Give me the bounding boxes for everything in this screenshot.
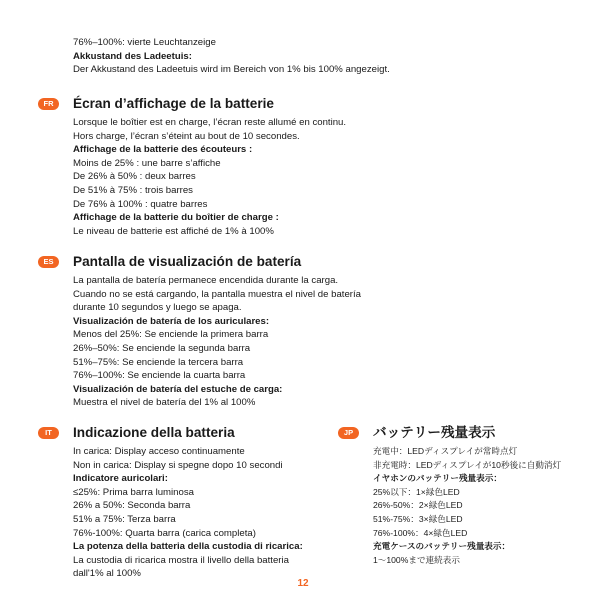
body-line: La custodia di ricarica mostra il livello della batteria <box>73 554 289 566</box>
body-line: De 76% à 100% : quatre barres <box>73 198 208 210</box>
subheading: Visualización de batería de los auriculares: <box>73 315 270 327</box>
body-line: 76%–100%: vierte Leuchtanzeige <box>73 37 216 48</box>
language-badge-jp: JP <box>338 427 359 439</box>
body-line: 76%-100%：4×緑色LED <box>373 527 468 538</box>
body-line: 25%以下：1×緑色LED <box>373 486 460 497</box>
page-number: 12 <box>297 578 309 589</box>
section-title-es: Pantalla de visualización de batería <box>73 254 302 269</box>
body-line: dall'1% al 100% <box>73 568 141 580</box>
language-badge-es: ES <box>38 256 59 268</box>
body-line: Lorsque le boîtier est en charge, l’écran reste allumé en continu. <box>73 117 347 128</box>
section-fr <box>43 94 347 238</box>
section-de-continued <box>73 36 390 77</box>
body-line: Hors charge, l’écran s’éteint au bout de 10 secondes. <box>73 130 300 142</box>
body-line: La pantalla de batería permanece encendida durante la carga. <box>73 275 339 286</box>
body-line: De 51% à 75% : trois barres <box>73 184 193 196</box>
body-line: 51%-75%：3×緑色LED <box>373 513 463 524</box>
subheading: Akkustand des Ladeetuis: <box>73 50 192 62</box>
body-line: 51% a 75%: Terza barra <box>73 513 176 525</box>
body-line: 1～100%まで連続表示 <box>373 554 460 565</box>
body-line: Cuando no se está cargando, la pantalla muestra el nivel de batería <box>73 288 361 300</box>
body-line: 26%–50%: Se enciende la segunda barra <box>73 342 251 354</box>
section-es <box>43 252 361 410</box>
body-line: durante 10 segundos y luego se apaga. <box>73 302 242 314</box>
body-line: Moins de 25% : une barre s’affiche <box>73 157 221 169</box>
body-line: 26%-50%：2×緑色LED <box>373 500 463 511</box>
language-badge-it: IT <box>38 427 59 439</box>
body-line: 76%–100%: Se enciende la cuarta barra <box>73 370 246 382</box>
section-jp <box>343 423 562 567</box>
body-line: 76%-100%: Quarta barra (carica completa) <box>73 527 256 539</box>
body-line: 充電中：LEDディスプレイが常時点灯 <box>373 446 518 456</box>
body-line: Muestra el nivel de batería del 1% al 100% <box>73 397 256 409</box>
subheading: イヤホンのバッテリー残量表示： <box>373 473 502 484</box>
body-line: De 26% à 50% : deux barres <box>73 171 196 183</box>
body-line: ≤25%: Prima barra luminosa <box>73 486 194 498</box>
body-line: Le niveau de batterie est affiché de 1% à 100% <box>73 225 274 237</box>
body-line: Non in carica: Display si spegne dopo 10 secondi <box>73 459 283 471</box>
section-title-fr: Écran d’affichage de la batterie <box>73 96 274 111</box>
subheading: 充電ケースのバッテリー残量表示： <box>373 541 511 552</box>
body-line: Der Akkustand des Ladeetuis wird im Bereich von 1% bis 100% angezeigt. <box>73 64 390 76</box>
body-line: Menos del 25%: Se enciende la primera barra <box>73 329 269 341</box>
language-badge-fr: FR <box>38 98 59 110</box>
subheading: La potenza della batteria della custodia di ricarica: <box>73 541 303 553</box>
subheading: Indicatore auricolari: <box>73 473 168 485</box>
section-it <box>45 423 303 581</box>
subheading: Visualización de batería del estuche de carga: <box>73 383 283 395</box>
subheading: Affichage de la batterie des écouteurs : <box>73 144 253 156</box>
subheading: Affichage de la batterie du boîtier de charge : <box>73 212 279 224</box>
body-line: 26% a 50%: Seconda barra <box>73 500 191 512</box>
section-title-it: Indicazione della batteria <box>73 425 235 440</box>
body-line: 51%–75%: Se enciende la tercera barra <box>73 356 244 368</box>
section-title-jp: バッテリー残量表示 <box>373 425 496 440</box>
body-line: 非充電時：LEDディスプレイが10秒後に自動消灯 <box>373 459 562 470</box>
body-line: In carica: Display acceso continuamente <box>73 446 245 457</box>
